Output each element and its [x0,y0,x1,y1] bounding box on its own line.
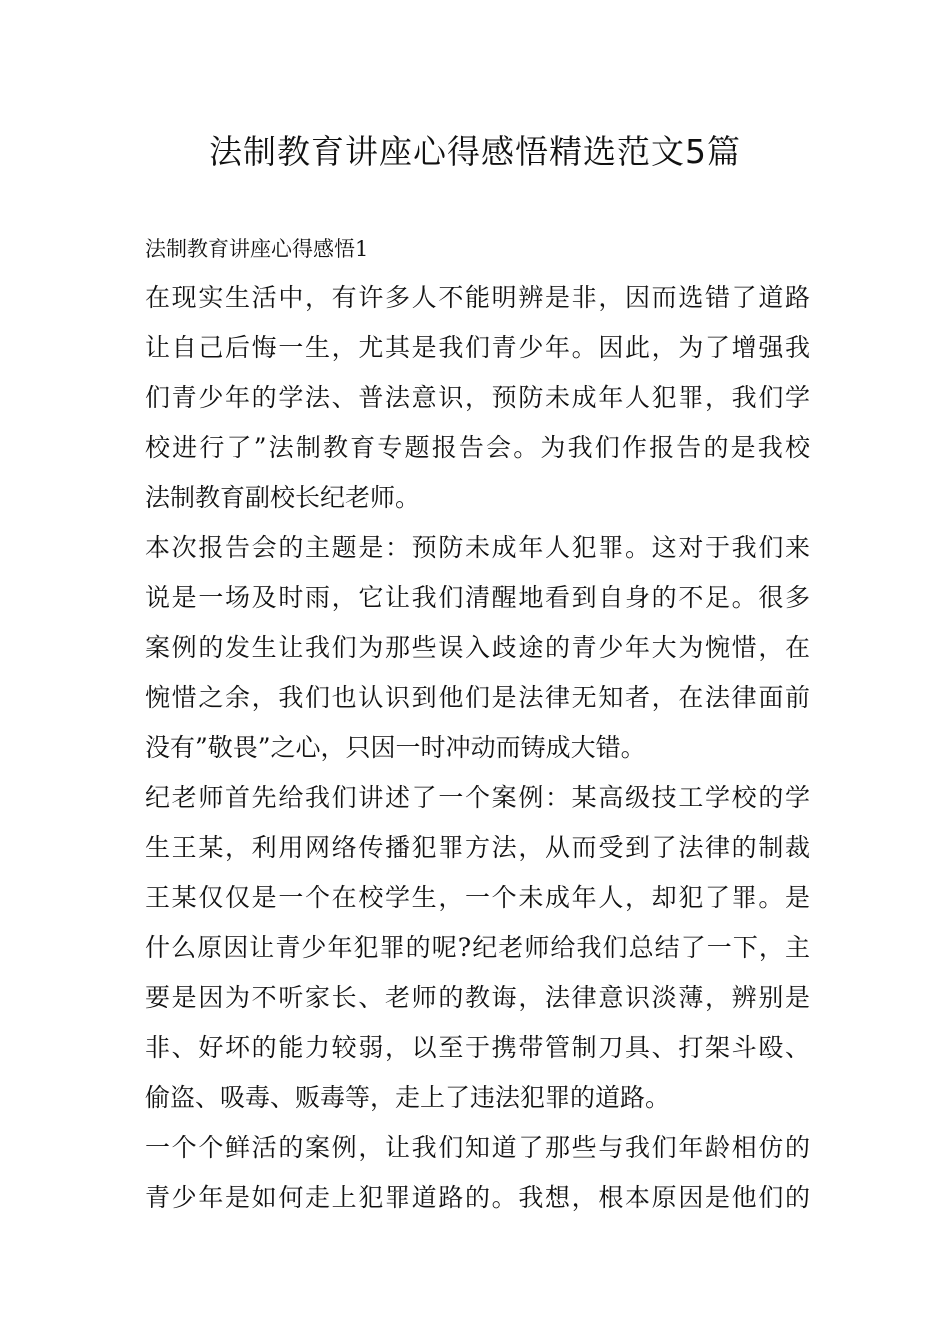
text-line: 让自己后悔一生，尤其是我们青少年。因此，为了增强我 [145,333,810,362]
document-title: 法制教育讲座心得感悟精选范文5篇 [209,132,741,171]
paragraph [145,773,810,1123]
text-line: 没有”敬畏”之心，只因一时冲动而铸成大错。 [145,733,646,762]
text-line: 法制教育副校长纪老师。 [145,483,421,512]
text-line: 校进行了”法制教育专题报告会。为我们作报告的是我校 [145,433,810,462]
paragraph [145,523,810,773]
text-line: 们青少年的学法、普法意识，预防未成年人犯罪，我们学 [145,383,810,412]
text-line: 本次报告会的主题是：预防未成年人犯罪。这对于我们来 [145,533,810,562]
text-line: 纪老师首先给我们讲述了一个案例：某高级技工学校的学 [145,783,810,812]
document-body [145,227,810,1223]
paragraph [145,273,810,523]
text-line: 青少年是如何走上犯罪道路的。我想，根本原因是他们的 [145,1183,810,1212]
text-line: 一个个鲜活的案例，让我们知道了那些与我们年龄相仿的 [145,1133,810,1162]
text-line: 说是一场及时雨，它让我们清醒地看到自身的不足。很多 [145,583,810,612]
text-line: 要是因为不听家长、老师的教诲，法律意识淡薄，辨别是 [145,983,810,1012]
paragraph [145,1123,810,1223]
section-heading: 法制教育讲座心得感悟1 [145,237,369,261]
text-line: 案例的发生让我们为那些误入歧途的青少年大为惋惜，在 [145,633,810,662]
text-line: 在现实生活中，有许多人不能明辨是非，因而选错了道路 [145,283,810,312]
text-line: 非、好坏的能力较弱，以至于携带管制刀具、打架斗殴、 [145,1033,810,1062]
text-line: 什么原因让青少年犯罪的呢?纪老师给我们总结了一下，主 [145,933,810,962]
text-line: 生王某，利用网络传播犯罪方法，从而受到了法律的制裁 [145,833,810,862]
text-line: 王某仅仅是一个在校学生，一个未成年人，却犯了罪。是 [145,883,810,912]
text-line: 惋惜之余，我们也认识到他们是法律无知者，在法律面前 [145,683,810,712]
text-line: 偷盗、吸毒、贩毒等，走上了违法犯罪的道路。 [145,1083,671,1112]
